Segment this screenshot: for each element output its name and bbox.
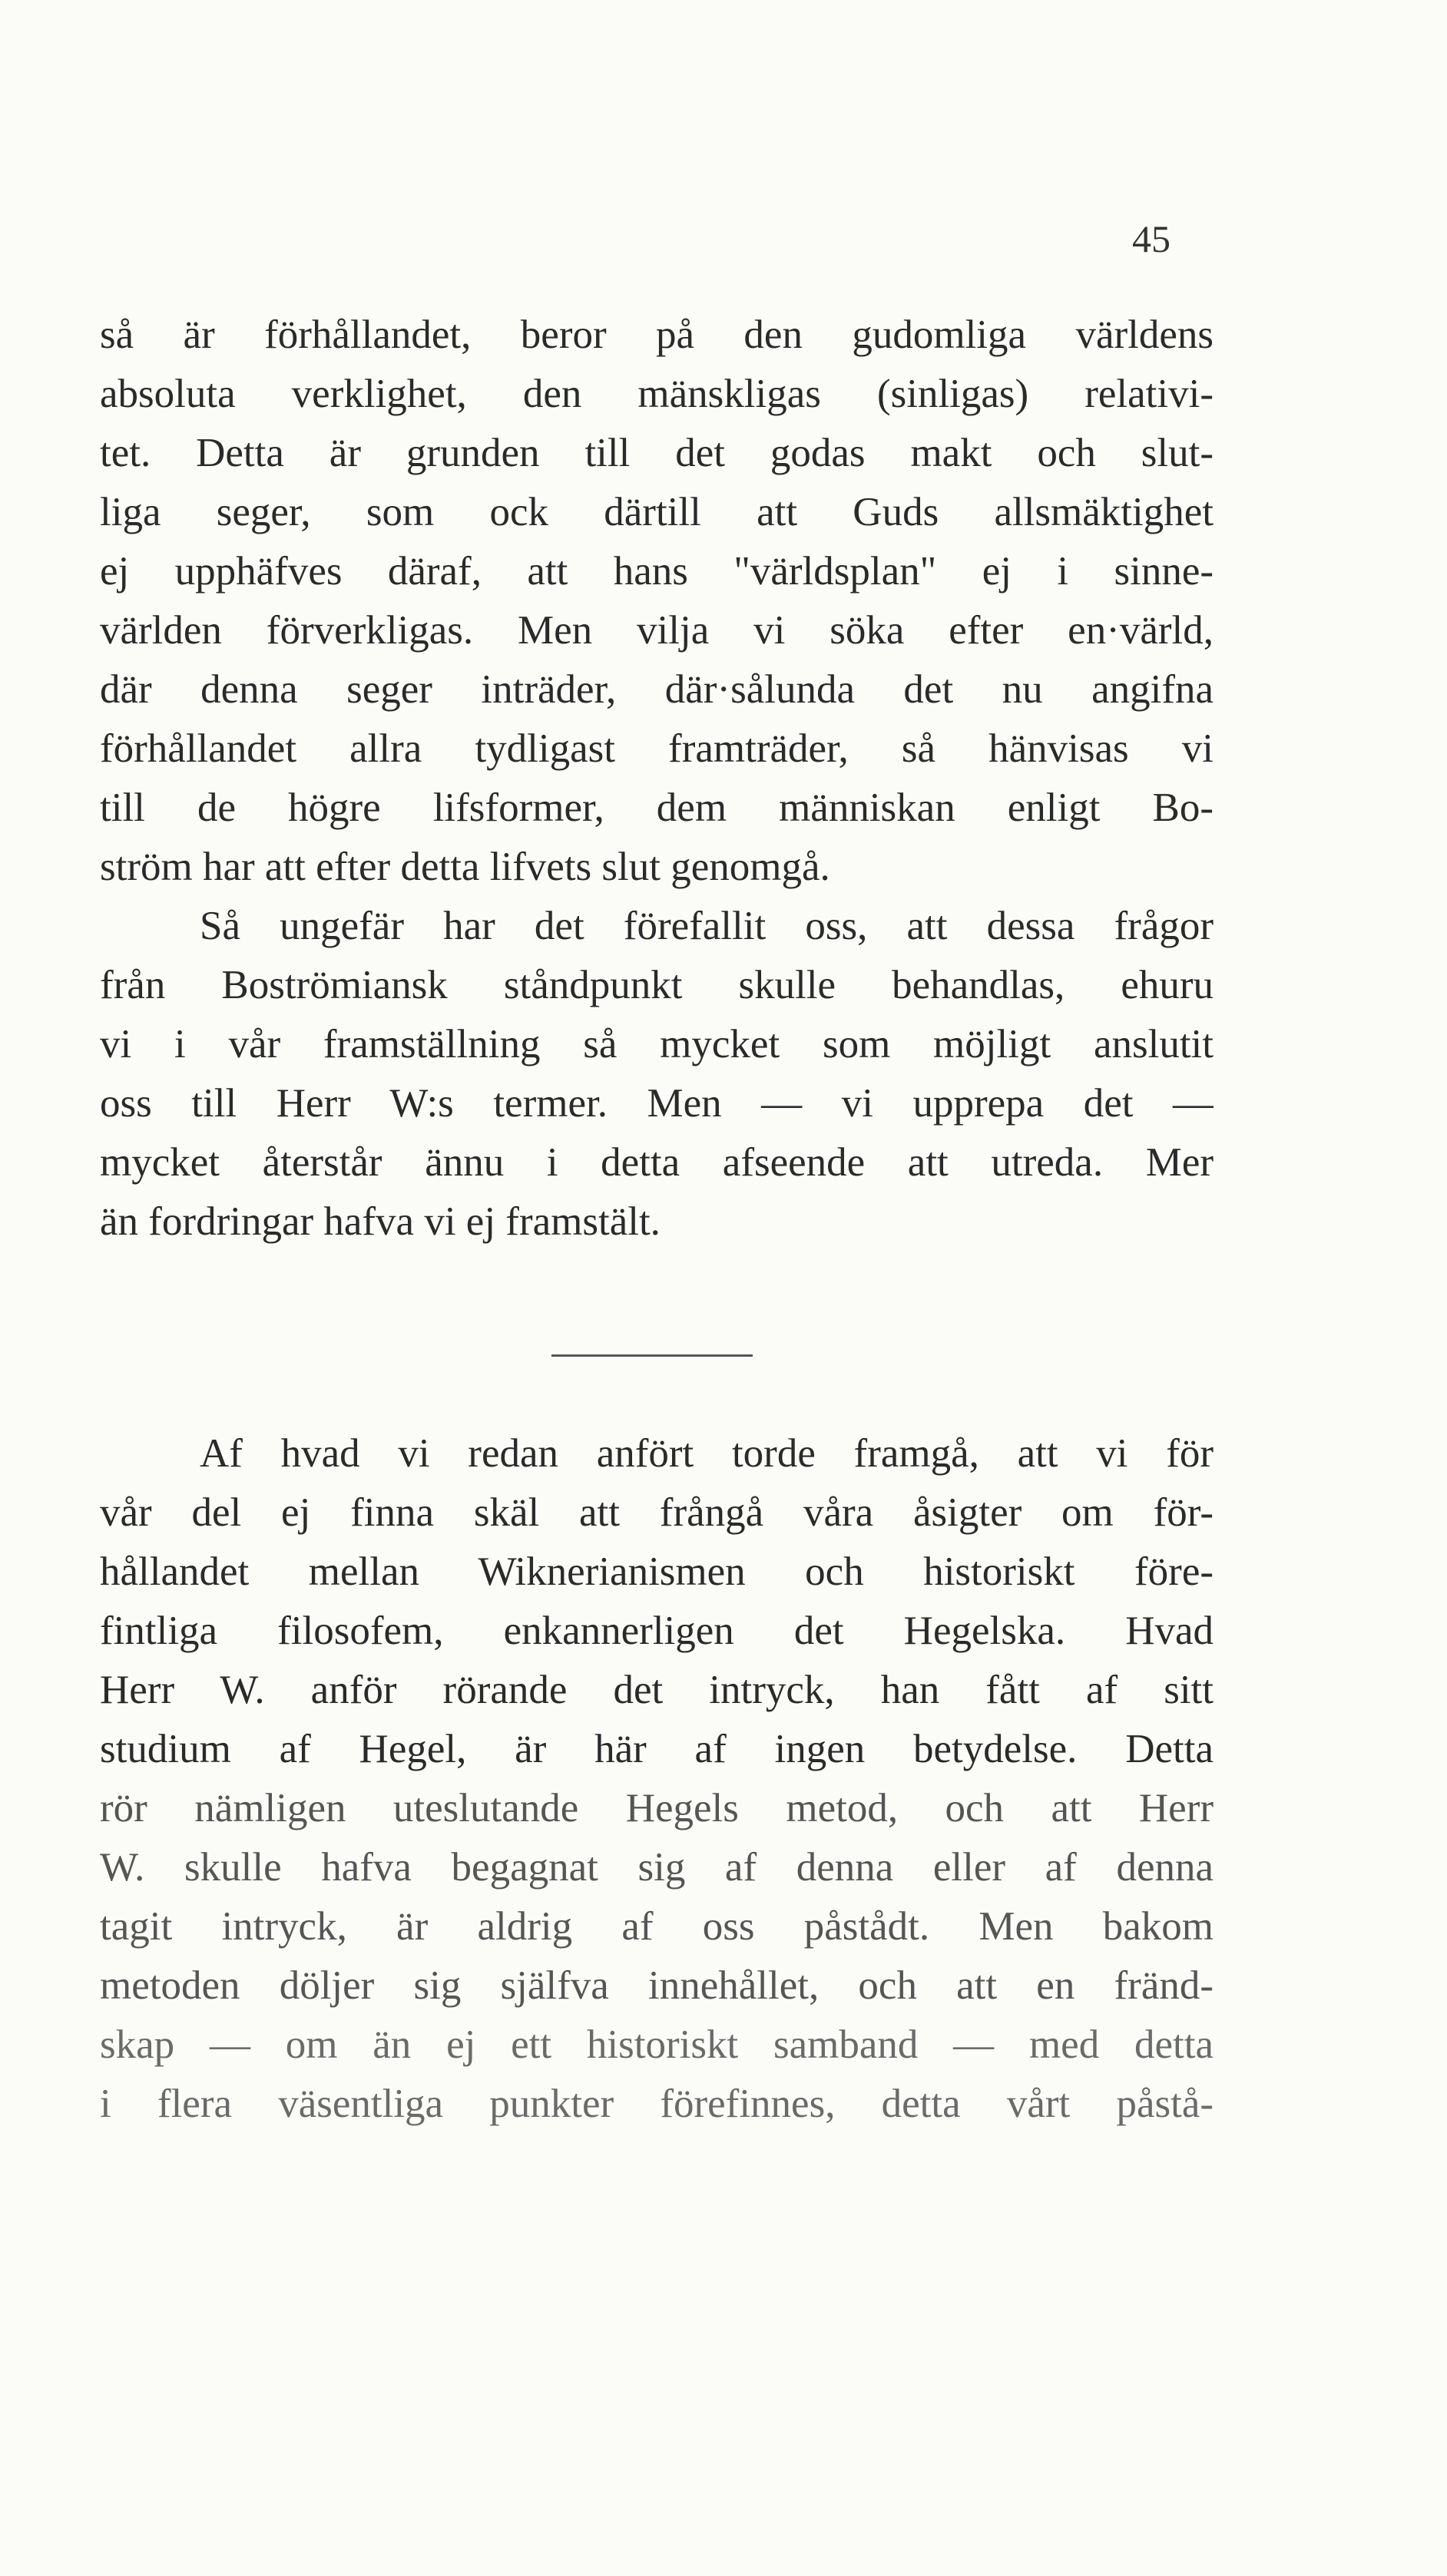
- text-line: Af hvad vi redan anfört torde framgå, att vi för: [200, 1431, 1214, 1476]
- text-line: där denna seger inträder, där·sålunda det nu angifna: [100, 667, 1214, 712]
- text-line: än fordringar hafva vi ej framstält.: [100, 1199, 661, 1244]
- paragraph-1: [100, 306, 1214, 1252]
- text-line: förhållandet allra tydligast framträder, så hänvisas vi: [100, 726, 1214, 771]
- text-line: Herr W. anför rörande det intryck, han fått af sitt: [100, 1668, 1214, 1712]
- section-divider: [551, 1354, 753, 1357]
- text-line: rör nämligen uteslutande Hegels metod, och att Herr: [100, 1786, 1214, 1830]
- text-line: ström har att efter detta lifvets slut genomgå.: [100, 845, 830, 889]
- text-line: absoluta verklighet, den mänskligas (sinligas) relativi-: [100, 372, 1214, 416]
- text-line: så är förhållandet, beror på den gudomliga världens: [100, 312, 1214, 357]
- text-line: vår del ej finna skäl att frångå våra åsigter om för-: [100, 1490, 1214, 1535]
- page-number: 45: [1132, 217, 1171, 260]
- text-line: från Boströmiansk ståndpunkt skulle behandlas, ehuru: [100, 963, 1214, 1007]
- text-line: världen förverkligas. Men vilja vi söka efter en·värld,: [100, 608, 1214, 653]
- text-line: vi i vår framställning så mycket som möjligt anslutit: [100, 1022, 1214, 1066]
- text-line: metoden döljer sig själfva innehållet, och att en fränd-: [100, 1963, 1214, 2008]
- text-line: oss till Herr W:s termer. Men — vi upprepa det —: [100, 1081, 1214, 1126]
- text-line: mycket återstår ännu i detta afseende att utreda. Mer: [100, 1140, 1214, 1185]
- text-line: liga seger, som ock därtill att Guds allsmäktighet: [100, 490, 1214, 534]
- text-line: fintliga filosofem, enkannerligen det Hegelska. Hvad: [100, 1609, 1214, 1653]
- paragraph-3: [100, 1424, 1214, 2134]
- text-line: till de högre lifsformer, dem människan enligt Bo-: [100, 785, 1214, 830]
- text-line: skap — om än ej ett historiskt samband — med detta: [100, 2022, 1214, 2067]
- text-line: hållandet mellan Wiknerianismen och historiskt före-: [100, 1549, 1214, 1594]
- text-line: i flera väsentliga punkter förefinnes, detta vårt påstå-: [100, 2082, 1214, 2126]
- text-line: W. skulle hafva begagnat sig af denna eller af denna: [100, 1845, 1214, 1890]
- text-line: ej upphäfves däraf, att hans "världsplan" ej i sinne-: [100, 549, 1214, 594]
- text-line: tet. Detta är grunden till det godas makt och slut-: [100, 431, 1214, 475]
- text-line: tagit intryck, är aldrig af oss påstådt. Men bakom: [100, 1904, 1214, 1949]
- text-line: studium af Hegel, är här af ingen betydelse. Detta: [100, 1727, 1214, 1771]
- text-line: Så ungefär har det förefallit oss, att dessa frågor: [200, 904, 1214, 948]
